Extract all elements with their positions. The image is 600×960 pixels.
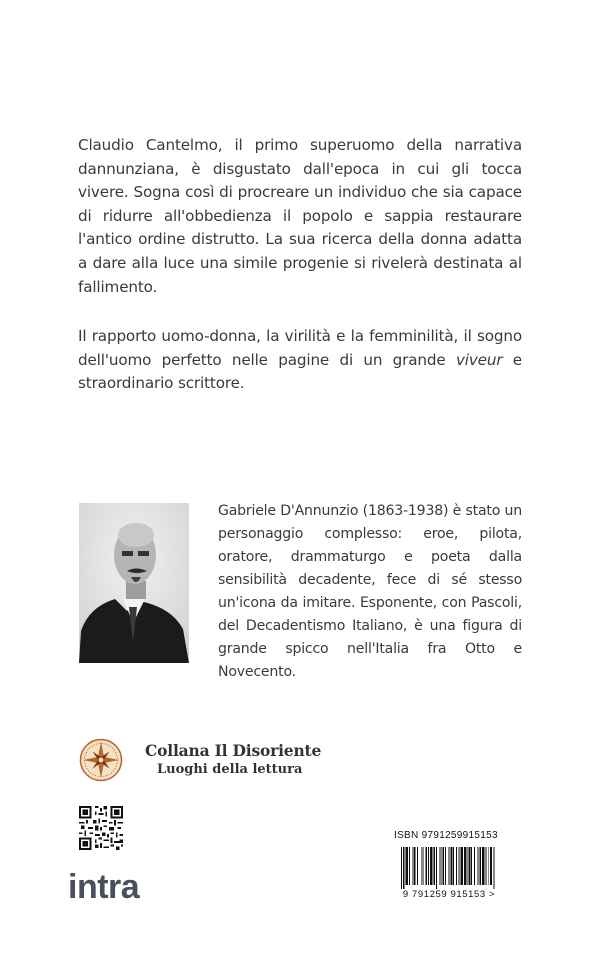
blurb-p2-italic: viveur xyxy=(455,350,503,369)
barcode-bar xyxy=(471,847,472,885)
barcode-bar xyxy=(486,847,487,885)
barcode-bar xyxy=(412,847,413,885)
barcode-bar xyxy=(482,847,485,885)
barcode-bar xyxy=(479,847,481,885)
barcode-bar xyxy=(423,847,424,885)
compass-rose-icon xyxy=(79,738,123,782)
barcode-bar xyxy=(449,847,450,885)
barcode-bar xyxy=(456,847,457,885)
author-bio-text: Gabriele D'Annunzio (1863-1938) è stato un personaggio complesso: eroe, pilota, oratore, drammaturgo e poeta dalla sensibilità decadente, fece di sé stesso un'icona da imitare. Esponente, con Pascoli, del Decadentismo Italiano, è una figura di grande spicco nell'Italia fra Otto e Novecento. xyxy=(218,503,522,680)
blurb-paragraph-1: Claudio Cantelmo, il primo superuomo della narrativa dannunziana, è disgustato dall'epoca in cui gli tocca vivere. Sogna così di procreare un individuo che sia capace di ridurre all'obbedienza il popolo e sappia restaurare l'antico ordine distrutto. La sua ricerca della donna adatta a dare alla luce una simile progenie si rivelerà destinata al fallimento. xyxy=(78,136,522,296)
blurb-paragraph-2 xyxy=(78,325,522,396)
blurb-p2-text-1: Il rapporto uomo-donna, la virilità e la femminilità, il sogno dell'uomo perfetto nelle pagine di un grande xyxy=(78,327,522,369)
barcode-bar xyxy=(494,847,495,889)
barcode-bar xyxy=(469,847,471,885)
back-cover-blurb xyxy=(78,134,522,422)
barcode-bar xyxy=(414,847,416,885)
barcode-bar xyxy=(406,847,409,885)
barcode-bar xyxy=(428,847,429,885)
barcode-bar xyxy=(467,847,468,885)
barcode-bar xyxy=(417,847,418,885)
author-portrait xyxy=(79,503,189,663)
barcode-bar xyxy=(401,847,402,889)
barcode-bar xyxy=(453,847,454,885)
series-block xyxy=(145,741,321,777)
barcode-bar xyxy=(474,847,475,885)
barcode-bar xyxy=(445,847,446,885)
series-title: Collana Il Disoriente xyxy=(145,741,322,760)
series-subtitle: Luoghi della lettura xyxy=(157,762,303,777)
barcode-bar xyxy=(425,847,427,885)
barcode-bar xyxy=(433,847,435,885)
barcode-bar xyxy=(460,847,463,885)
barcode-bar xyxy=(478,847,479,885)
barcode-bar xyxy=(421,847,422,885)
barcode-bar xyxy=(430,847,433,885)
barcode-bar xyxy=(441,847,442,885)
barcode-bar xyxy=(409,847,410,885)
author-bio xyxy=(218,500,522,684)
barcode-bar xyxy=(459,847,460,885)
isbn-label: ISBN 9791259915153 xyxy=(394,830,498,841)
barcode-bar xyxy=(436,847,437,889)
qr-code-icon xyxy=(79,806,123,850)
barcode-bar xyxy=(451,847,453,885)
barcode-bar xyxy=(490,847,492,885)
author-portrait-image xyxy=(79,503,189,663)
barcode-bar xyxy=(439,847,440,885)
barcode-bar xyxy=(403,847,405,889)
barcode-bar xyxy=(488,847,489,885)
publisher-logo: intra xyxy=(68,868,140,906)
barcode-bar xyxy=(464,847,466,885)
isbn-digits: 9 791259 915153 > xyxy=(402,889,496,898)
blurb-p2-text-2: e straordinario scrittore. xyxy=(78,350,522,393)
barcode-bar xyxy=(442,847,444,885)
isbn-barcode xyxy=(397,846,502,898)
